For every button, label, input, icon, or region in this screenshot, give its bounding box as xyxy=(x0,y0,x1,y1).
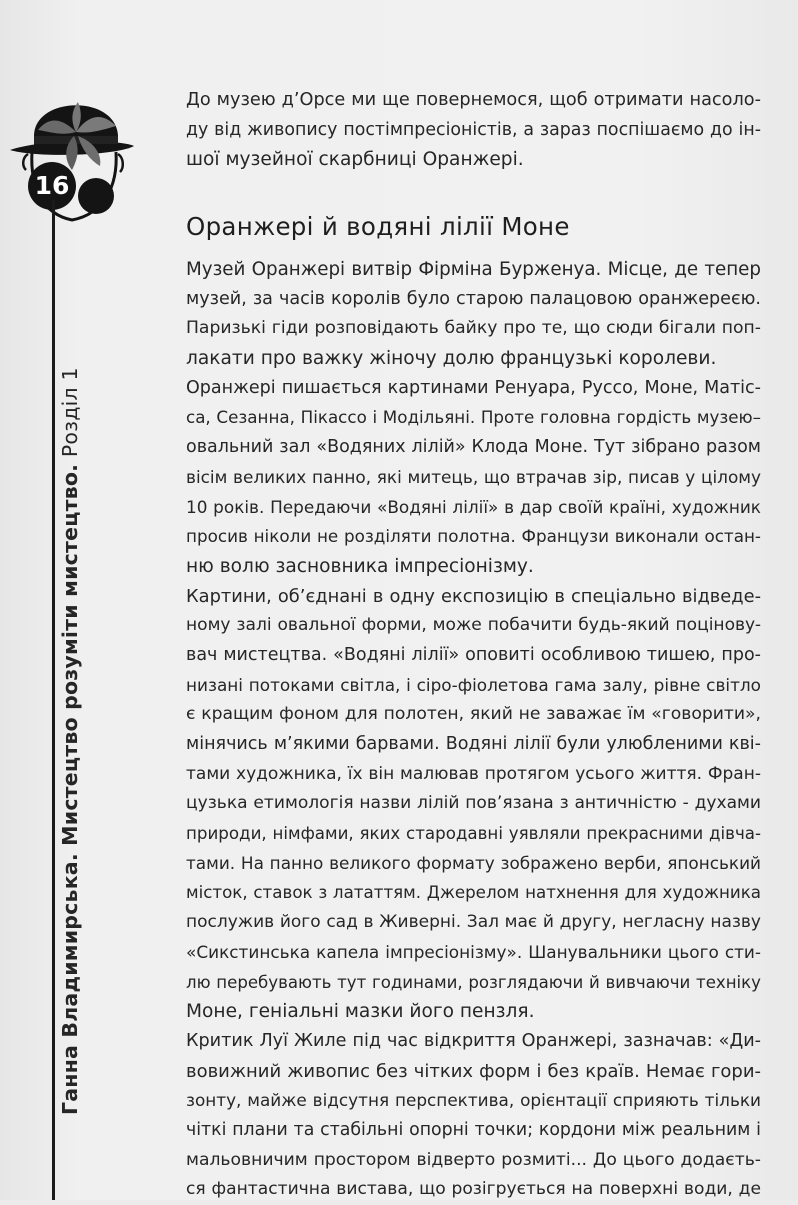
text-line: місток, ставок з лататтям. Джерелом натхнення для художника xyxy=(186,883,761,903)
text-line: зонту, майже відсутня перспектива, орієнтації сприяють тільки xyxy=(186,1090,761,1111)
text-line: чіткі плани та стабільні опорні точки; кордони між реальним і xyxy=(186,1119,761,1140)
text-line: лю перебувають тут годинами, розглядаючи й вивчаючи техніку xyxy=(186,972,761,992)
text-line: Оранжері пишається картинами Ренуара, Руссо, Моне, Матіс- xyxy=(186,377,761,398)
text-line: ню волю засновника імпресіонізму. xyxy=(186,555,534,577)
text-line: вісім великих панно, які митець, що втрачав зір, писав у цілому xyxy=(186,466,761,487)
text-line: вач мистецтва. «Водяні лілії» оповиті особливою тишею, про- xyxy=(186,644,761,665)
section-heading: Оранжері й водяні лілії Моне xyxy=(186,212,570,241)
spine-rule xyxy=(52,200,55,1200)
body-text xyxy=(186,255,761,1205)
text-line: са, Сезанна, Пікассо і Модільяні. Проте головна гордість музею– xyxy=(186,407,761,428)
text-line: овальний зал «Водяних лілій» Клода Моне. Тут зібрано разом xyxy=(186,437,761,458)
text-line: вовижний живопис без чітких форм і без країв. Немає гори- xyxy=(186,1060,761,1082)
text-line: послужив його сад в Живерні. Зал має й другу, негласну назву xyxy=(186,912,761,933)
text-line: низані потоками світла, і сіро-фіолетова гама залу, рівне світло xyxy=(186,674,761,695)
text-line: Музей Оранжері витвір Фірміна Бурженуа. Місце, де тепер xyxy=(186,259,761,280)
text-line: музей, за часів королів було старою палацовою оранжереєю. xyxy=(186,288,761,309)
text-line: «Сикстинська капела імпресіонізму». Шанувальники цього сти- xyxy=(186,941,761,962)
text-line: тами художника, їх він малював протягом усього життя. Фран- xyxy=(186,763,761,784)
text-line: ду від живопису постімпресіоністів, а зараз поспішаємо до ін- xyxy=(186,119,761,140)
text-line: Моне, геніальні мазки його пензля. xyxy=(186,1001,535,1023)
text-line: мальовничим простором відверто розмиті... До цього додаєть- xyxy=(186,1149,761,1170)
text-line: є кращим фоном для полотен, який не заважає їм «говорити», xyxy=(186,704,761,725)
text-line: 10 років. Передаючи «Водяні лілії» в дар своїй країні, художник xyxy=(186,496,761,517)
text-line: природи, німфами, яких стародавні уявляли прекрасними дівча- xyxy=(186,824,761,844)
text-line: Критик Луї Жиле під час відкриття Оранжері, зазначав: «Ди- xyxy=(186,1030,761,1051)
spine-author-title: Ганна Владимирська. Мистецтво розуміти мистецтво. xyxy=(58,463,82,1115)
text-line: тами. На панно великого формату зображено верби, японський xyxy=(186,852,761,873)
spine-section: Розділ 1 xyxy=(58,367,82,458)
page-number: 16 xyxy=(34,171,70,200)
text-line: ному залі овальної форми, може побачити будь-який поціновy- xyxy=(186,615,761,636)
intro-paragraph xyxy=(186,86,761,175)
text-line: До музею д’Орсе ми ще повернемося, щоб отримати насоло- xyxy=(186,90,761,110)
text-line: мінячись м’якими барвами. Водяні лілії були улюбленими кві- xyxy=(186,734,761,754)
text-line: лакати про важку жіночу долю французькі королеви. xyxy=(186,348,717,370)
text-line: цузька етимологія назви лілій пов’язана з античністю - духами xyxy=(186,793,761,814)
text-line: Картини, об’єднані в одну експозицію в спеціально відведе- xyxy=(186,585,761,607)
text-line: просив ніколи не розділяти полотна. Французи виконали остан- xyxy=(186,526,761,547)
text-line: шої музейної скарбниці Оранжері. xyxy=(186,149,524,171)
text-line: Паризькі гіди розповідають байку про те, що сюди бігали поп- xyxy=(186,318,761,339)
text-line: ся фантастична вистава, що розігрується на поверхні води, де xyxy=(186,1179,761,1200)
